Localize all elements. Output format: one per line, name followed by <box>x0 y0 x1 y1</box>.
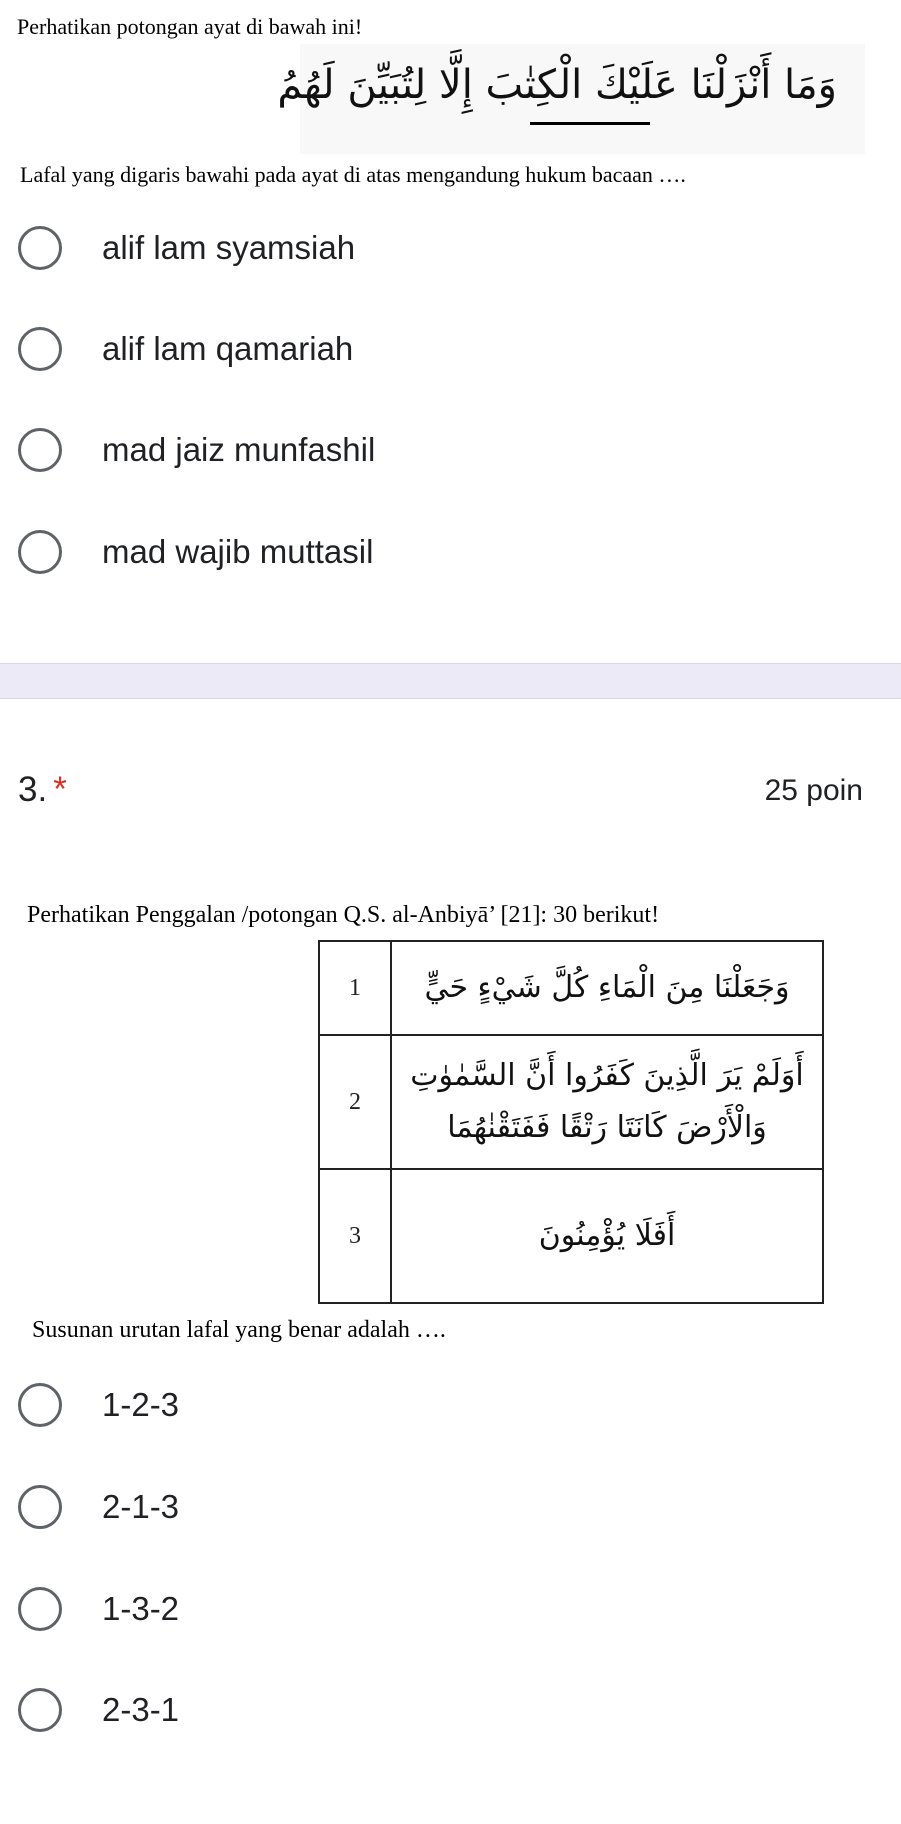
option-label: 1-2-3 <box>102 1386 180 1423</box>
radio-button[interactable] <box>18 327 62 371</box>
option-label: 2-3-1 <box>102 1691 180 1728</box>
question-3-instruction: Perhatikan Penggalan /potongan Q.S. al-Anbiyā’ [21]: 30 berikut! <box>27 902 660 928</box>
q3-option-1[interactable] <box>18 1380 179 1430</box>
q2-option-4[interactable] <box>18 527 373 577</box>
option-label: mad jaiz munfashil <box>102 431 376 468</box>
option-label: mad wajib muttasil <box>102 533 374 570</box>
radio-button[interactable] <box>18 1485 62 1529</box>
q3-option-3[interactable] <box>18 1584 179 1634</box>
question-2-instruction: Perhatikan potongan ayat di bawah ini! <box>17 14 363 39</box>
radio-button[interactable] <box>18 530 62 574</box>
q2-option-2[interactable] <box>18 324 353 374</box>
row-ayat: أَوَلَمْ يَرَ الَّذِينَ كَفَرُوا أَنَّ السَّمٰوٰتِ وَالْأَرْضَ كَانَتَا رَتْقًا فَفَتَقْنٰهُمَا <box>391 1035 823 1169</box>
question-3-number <box>18 770 67 810</box>
table-row <box>319 1169 823 1303</box>
radio-button[interactable] <box>18 1688 62 1732</box>
option-label: alif lam qamariah <box>102 330 354 367</box>
q2-option-1[interactable] <box>18 223 355 273</box>
ayat-text: وَمَا أَنْزَلْنَا عَلَيْكَ الْكِتٰبَ إِلَّا لِتُبَيِّنَ لَهُمُ <box>277 62 837 108</box>
row-ayat: أَفَلَا يُؤْمِنُونَ <box>391 1169 823 1303</box>
row-ayat: وَجَعَلْنَا مِنَ الْمَاءِ كُلَّ شَيْءٍ حَيٍّ <box>391 941 823 1035</box>
row-number: 3 <box>319 1169 391 1303</box>
table-row <box>319 941 823 1035</box>
q3-option-2[interactable] <box>18 1482 179 1532</box>
points-label: 25 poin <box>764 774 863 807</box>
ayat-table <box>318 940 824 1304</box>
radio-button[interactable] <box>18 1587 62 1631</box>
q3-option-4[interactable] <box>18 1685 179 1735</box>
option-label: alif lam syamsiah <box>102 229 356 266</box>
row-number: 2 <box>319 1035 391 1169</box>
question-number: 3. <box>18 770 48 809</box>
table-row <box>319 1035 823 1169</box>
radio-button[interactable] <box>18 428 62 472</box>
option-label: 2-1-3 <box>102 1488 180 1525</box>
question-3-text: Susunan urutan lafal yang benar adalah …. <box>32 1317 446 1343</box>
option-label: 1-3-2 <box>102 1590 180 1627</box>
q2-option-3[interactable] <box>18 425 375 475</box>
radio-button[interactable] <box>18 226 62 270</box>
ayat-underline <box>530 122 650 125</box>
question-2-text: Lafal yang digaris bawahi pada ayat di atas mengandung hukum bacaan …. <box>20 162 686 187</box>
section-divider <box>0 663 901 699</box>
row-number: 1 <box>319 941 391 1035</box>
required-asterisk: * <box>53 770 67 809</box>
radio-button[interactable] <box>18 1383 62 1427</box>
ayat-image <box>277 44 865 154</box>
